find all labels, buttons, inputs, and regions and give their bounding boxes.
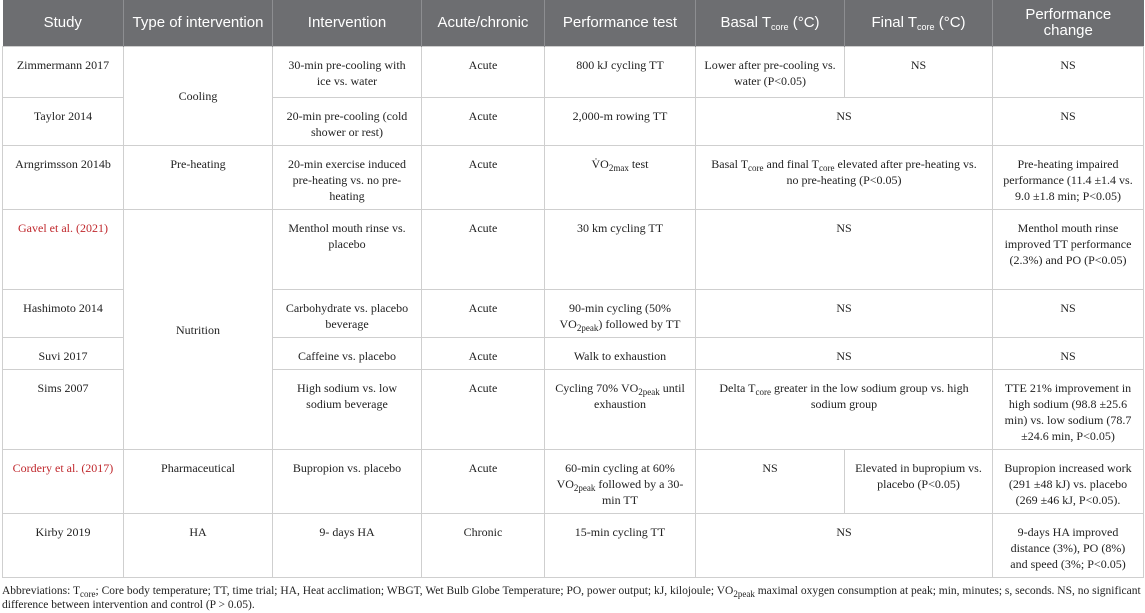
cell-intervention: 30-min pre-cooling with ice vs. water	[273, 47, 422, 98]
cell-type-ha: HA	[124, 514, 273, 578]
cell-test: 800 kJ cycling TT	[545, 47, 696, 98]
cell-perf: NS	[993, 98, 1144, 146]
cell-tcore: NS	[696, 210, 993, 290]
table-row	[3, 210, 1144, 290]
cell-study: Taylor 2014	[3, 98, 124, 146]
cell-acute: Acute	[422, 98, 545, 146]
header-acute-chronic: Acute/chronic	[422, 0, 545, 47]
cell-test: 30 km cycling TT	[545, 210, 696, 290]
cell-perf: TTE 21% improvement in high sodium (98.8 ±25.6 min) vs. low sodium (78.7 ±24.6 min, P<0.05)	[993, 370, 1144, 450]
cell-acute: Chronic	[422, 514, 545, 578]
cell-perf: NS	[993, 290, 1144, 338]
cell-perf: NS	[993, 47, 1144, 98]
header-basal-tcore: Basal $T_{core}$ (°C)	[696, 0, 845, 47]
cell-study: Suvi 2017	[3, 338, 124, 370]
table-row	[3, 450, 1144, 514]
cell-type-preheating: Pre-heating	[124, 146, 273, 210]
cell-intervention: 20-min pre-cooling (cold shower or rest)	[273, 98, 422, 146]
header-final-tcore: Final $T_{core}$ (°C)	[845, 0, 993, 47]
cell-acute: Acute	[422, 146, 545, 210]
cell-test: 15-min cycling TT	[545, 514, 696, 578]
cell-test: Walk to exhaustion	[545, 338, 696, 370]
header-study: Study	[3, 0, 124, 47]
cell-intervention: 9- days HA	[273, 514, 422, 578]
cell-perf: Menthol mouth rinse improved TT performance (2.3%) and PO (P<0.05)	[993, 210, 1144, 290]
cell-tcore: NS	[696, 290, 993, 338]
table-row	[3, 146, 1144, 210]
cell-intervention: Caffeine vs. placebo	[273, 338, 422, 370]
cell-perf: NS	[993, 338, 1144, 370]
header-intervention: Intervention	[273, 0, 422, 47]
cell-tcore: Basal $T_{core}$ and final $T_{core}$ elevated after pre-heating vs. no pre-heating (P<0.05)	[696, 146, 993, 210]
cell-intervention: Menthol mouth rinse vs. placebo	[273, 210, 422, 290]
cell-basal: NS	[696, 450, 845, 514]
header-performance-change: Performance change	[993, 0, 1144, 47]
cell-test: 2,000-m rowing TT	[545, 98, 696, 146]
header-row	[3, 0, 1144, 47]
header-type: Type of intervention	[124, 0, 273, 47]
cell-acute: Acute	[422, 370, 545, 450]
study-link[interactable]: Cordery et al. (2017)	[3, 450, 124, 514]
cell-intervention: High sodium vs. low sodium beverage	[273, 370, 422, 450]
cell-study: Kirby 2019	[3, 514, 124, 578]
cell-intervention: Bupropion vs. placebo	[273, 450, 422, 514]
cell-test: Cycling 70% $VO_{2peak}$ until exhaustion	[545, 370, 696, 450]
cell-perf: Bupropion increased work (291 ±48 kJ) vs. placebo (269 ±46 kJ, P<0.05).	[993, 450, 1144, 514]
studies-table	[2, 0, 1144, 578]
cell-type-nutrition: Nutrition	[124, 210, 273, 450]
cell-study: Hashimoto 2014	[3, 290, 124, 338]
cell-type-cooling: Cooling	[124, 47, 273, 146]
cell-perf: Pre-heating impaired performance (11.4 ±1.4 vs. 9.0 ±1.8 min; P<0.05)	[993, 146, 1144, 210]
cell-study: Sims 2007	[3, 370, 124, 450]
table-footnote: Abbreviations: $T_{core}$; Core body temperature; TT, time trial; HA, Heat acclimation; WBGT, Wet Bulb Globe Temperature; PO, power output; kJ, kilojoule; $VO_{2peak}$ maximal oxygen consumption at peak; min, minutes; s, seconds. NS, no significant difference between intervention and control (P > 0.05).	[2, 585, 1141, 611]
cell-study: Zimmermann 2017	[3, 47, 124, 98]
cell-tcore: NS	[696, 338, 993, 370]
table-row	[3, 514, 1144, 578]
cell-tcore: Delta $T_{core}$ greater in the low sodium group vs. high sodium group	[696, 370, 993, 450]
cell-perf: 9-days HA improved distance (3%), PO (8%) and speed (3%; P<0.05)	[993, 514, 1144, 578]
cell-tcore: NS	[696, 514, 993, 578]
cell-basal: Lower after pre-cooling vs. water (P<0.05)	[696, 47, 845, 98]
cell-acute: Acute	[422, 210, 545, 290]
cell-final: NS	[845, 47, 993, 98]
cell-acute: Acute	[422, 338, 545, 370]
cell-final: Elevated in bupropium vs. placebo (P<0.05)	[845, 450, 993, 514]
header-performance-test: Performance test	[545, 0, 696, 47]
cell-test: $V̇O_{2max}$ test	[545, 146, 696, 210]
cell-intervention: 20-min exercise induced pre-heating vs. no pre-heating	[273, 146, 422, 210]
cell-test: 90-min cycling (50% $VO_{2peak}$) followed by TT	[545, 290, 696, 338]
cell-type-pharma: Pharmaceutical	[124, 450, 273, 514]
cell-study: Arngrimsson 2014b	[3, 146, 124, 210]
cell-tcore: NS	[696, 98, 993, 146]
cell-acute: Acute	[422, 450, 545, 514]
table-row	[3, 47, 1144, 98]
study-link[interactable]: Gavel et al. (2021)	[3, 210, 124, 290]
cell-test: 60-min cycling at 60% $VO_{2peak}$ followed by a 30-min TT	[545, 450, 696, 514]
cell-acute: Acute	[422, 47, 545, 98]
cell-intervention: Carbohydrate vs. placebo beverage	[273, 290, 422, 338]
cell-acute: Acute	[422, 290, 545, 338]
